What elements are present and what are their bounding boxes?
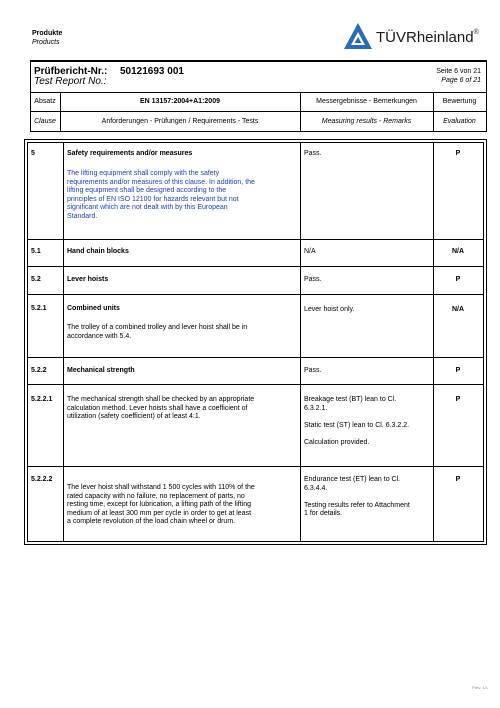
row-result: Pass.: [304, 150, 322, 157]
report-number-value: 50121693 001: [120, 66, 184, 77]
row-verdict: P: [455, 276, 461, 283]
row-body-line: The lifting equipment shall comply with the safety: [67, 170, 220, 177]
col-results: Measuring results - Remarks: [321, 118, 412, 125]
row-clause: 5.2.2.1: [31, 396, 53, 403]
row-result: Lever hoist only.: [304, 306, 355, 313]
row-result: [304, 396, 432, 447]
products-label-de: Produkte: [32, 30, 63, 37]
col-standard: EN 13157:2004+A1:2009: [140, 98, 220, 105]
form-code: Prev. 1/1: [472, 685, 488, 690]
row-body-line: a complete revolution of the load chain wheel or drum.: [67, 518, 236, 525]
row-body-line: resting time, except for lubrication, a lifting path of the lifting: [67, 501, 252, 508]
row-verdict: P: [455, 476, 461, 483]
row-clause: 5.2.1: [31, 305, 47, 312]
row-verdict: N/A: [451, 306, 465, 313]
row-title: Safety requirements and/or measures: [67, 150, 193, 157]
row-body-line: Standard.: [67, 212, 98, 220]
row-body-line: calculation method. Lever hoists shall have a coefficient of: [67, 404, 248, 412]
row-body: [67, 396, 299, 422]
row-result-line: 1 for details.: [304, 510, 343, 517]
row-verdict: N/A: [451, 248, 465, 255]
row-result-line: Testing results refer to Attachment: [304, 501, 410, 509]
row-clause: 5.2.2.2: [31, 476, 53, 483]
tuv-triangle-logo-icon: [343, 22, 373, 50]
products-label-en: Products: [32, 39, 60, 46]
col-requirements: Anforderungen - Prüfungen / Requirements - Tests: [101, 118, 259, 125]
row-verdict: P: [455, 367, 461, 374]
page-number-de: Seite 6 von 21: [436, 68, 481, 75]
report-number-label: Prüfbericht-Nr.:: [34, 66, 108, 77]
row-body-line: The trolley of a combined trolley and lever hoist shall be in: [67, 324, 248, 331]
row-result-line: 6.3.4.4.: [304, 484, 328, 492]
row-title: Mechanical strength: [67, 367, 135, 374]
row-body-line: lifting equipment shall be designed according to the: [67, 187, 227, 194]
row-result-line: Calculation provided.: [304, 438, 370, 446]
row-body-line: significant which are not dealt with by this European: [67, 204, 228, 211]
row-result: N/A: [304, 248, 316, 255]
row-body: [67, 170, 299, 221]
row-body-line: accordance with 5.4.: [67, 332, 132, 340]
row-result-line: Static test (ST) lean to Cl. 6.3.2.2.: [304, 421, 410, 429]
row-result-line: 6.3.2.1.: [304, 404, 328, 412]
row-clause: 5.2.2: [31, 367, 47, 374]
row-result-spacer: [304, 413, 432, 422]
row-verdict: P: [455, 150, 461, 157]
page-number-en: Page 6 of 21: [441, 77, 481, 84]
row-result-spacer: [304, 430, 432, 439]
row-clause: 5: [31, 150, 35, 157]
row-title: Lever hoists: [67, 276, 109, 283]
row-body-line: requirements and/or measures of this clause. In addition, the: [67, 178, 255, 186]
row-body-line: principles of EN ISO 12100 for hazards relevant but not: [67, 195, 239, 203]
row-body: [67, 484, 299, 527]
row-result: [304, 476, 432, 519]
row-result-line: Endurance test (ET) lean to Cl.: [304, 476, 401, 483]
row-result: Pass.: [304, 276, 322, 283]
row-result-spacer: [304, 493, 432, 502]
row-body-line: medium of at least 300 mm per cycle in order to get at least: [67, 509, 252, 517]
brand-logo-text: TÜVRheinland®: [376, 29, 479, 46]
col-absatz: Absatz: [34, 98, 56, 105]
col-clause: Clause: [34, 118, 56, 125]
row-result: Pass.: [304, 367, 322, 374]
row-title: Combined units: [67, 305, 120, 312]
col-evaluation: Evaluation: [443, 118, 476, 125]
row-clause: 5.2: [31, 276, 41, 283]
row-body-line: The lever hoist shall withstand 1 500 cycles with 110% of the: [67, 484, 255, 491]
row-body-line: rated capacity with no failure, no replacement of parts, no: [67, 492, 245, 500]
col-messergebnisse: Messergebnisse - Bemerkungen: [316, 98, 417, 105]
col-bewertung: Bewertung: [442, 98, 477, 105]
test-report-label: Test Report No.:: [34, 76, 107, 87]
row-clause: 5.1: [31, 248, 41, 255]
row-result-line: Breakage test (BT) lean to Cl.: [304, 396, 397, 403]
row-title: Hand chain blocks: [67, 248, 129, 255]
row-verdict: P: [455, 396, 461, 403]
row-body-line: utilization (safety coefficient) of at least 4:1.: [67, 413, 201, 420]
row-body-line: The mechanical strength shall be checked by an appropriate: [67, 396, 255, 403]
row-body: [67, 324, 299, 341]
